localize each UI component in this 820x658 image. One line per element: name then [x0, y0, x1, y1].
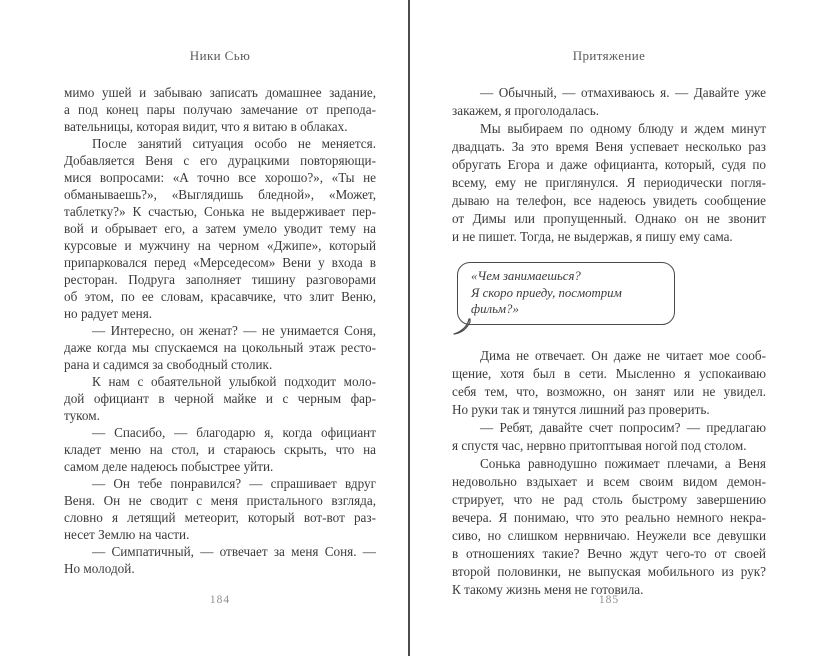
text-line: рана и садимся за свободный столик. — [64, 357, 273, 372]
paragraph — [452, 347, 766, 419]
text-line: Веня. Он не сводит с меня пристального взгляда, — [64, 493, 376, 508]
text-line: я спустя час, нервно притоптывая ногой под столом. — [452, 437, 747, 453]
paragraph — [64, 543, 376, 577]
text-line: а под конец пары получаю замечание от препода- — [64, 102, 376, 117]
running-head-author: Ники Сью — [189, 48, 251, 63]
right-page-number: 185 — [598, 594, 620, 606]
text-line: — Ребят, давайте счет попросим? — предлагаю — [480, 419, 766, 435]
text-line: самом деле надеюсь побыстрее уйти. — [64, 459, 274, 474]
text-line: таблетку?» К счастью, Сонька не выдерживает пер- — [64, 204, 376, 219]
message-line: «Чем занимаешься? — [471, 269, 581, 283]
left-page-text — [64, 84, 376, 577]
text-line: курсовые и мужчину на черном «Джипе», который — [64, 238, 376, 253]
running-head-title: Притяжение — [572, 48, 646, 63]
text-line: После занятий ситуация особо не меняется. — [92, 136, 376, 151]
text-line: и не пишет. Тогда, не выдержав, я пишу ему сама. — [452, 229, 733, 244]
text-line: закажем, я проголодалась. — [452, 103, 600, 118]
paragraph — [64, 322, 376, 373]
text-line: обругать Егора и даже официанта, который, судя по — [452, 157, 766, 172]
text-line: вой и обрывает его, а затем умело уводит тему на — [64, 221, 376, 236]
text-line: вечера. Я понимаю, что это реально немного некра- — [452, 509, 766, 525]
paragraph — [452, 419, 766, 455]
paragraph — [64, 135, 376, 322]
text-line: себя тем, что, возможно, он занят или не увидел. — [452, 383, 766, 399]
text-line: Сонька равнодушно пожимает плечами, а Веня — [480, 455, 766, 471]
text-line: — Обычный, — отмахиваюсь я. — Давайте уже — [480, 85, 766, 100]
text-line: Мы выбираем по одному блюду и ждем минут — [480, 121, 766, 136]
text-line: щение, хотя был в сети. Мысленно я успокаиваю — [452, 365, 766, 381]
text-line: ресторан. Подруга заполняет тишину разговорами — [64, 272, 376, 287]
text-line: но радует меня. — [64, 306, 153, 321]
paragraph — [64, 424, 376, 475]
text-line: от Димы или пропущенный. Однако он не звонит — [452, 211, 766, 226]
paragraph — [64, 373, 376, 424]
text-line: припарковался перед «Мерседесом» Вени у входа в — [64, 255, 376, 270]
right-page-text — [452, 84, 766, 599]
text-line: К такому жизнь меня не готовила. — [452, 581, 644, 597]
text-line: Но руки так и тянутся лишний раз проверить. — [452, 401, 710, 417]
text-line: мимо ушей и забываю записать домашнее задание, — [64, 85, 376, 100]
text-line: второй половинки, не выпуская мобильного из рук? — [452, 563, 766, 579]
paragraph — [452, 120, 766, 246]
text-line: К нам с обаятельной улыбкой подходит моло- — [92, 374, 376, 389]
page-divider — [408, 0, 410, 656]
message-bubble-body — [457, 262, 675, 325]
text-line: Но молодой. — [64, 561, 135, 576]
message-line: Я скоро приеду, посмотрим фильм?» — [471, 285, 622, 316]
text-line: дываю на телефон, все надеюсь увидеть сообщение — [452, 193, 766, 208]
text-line: двадцать. За это время Веня успевает несколько раз — [452, 139, 766, 154]
paragraph — [64, 84, 376, 135]
left-page — [64, 0, 376, 658]
text-line: мися вопросами: «А точно все хорошо?», «Ты не — [64, 170, 376, 185]
right-page — [452, 0, 766, 658]
left-page-number: 184 — [209, 594, 231, 606]
text-line: в отношениях такие? Вечно ждут чего-то от своей — [452, 545, 766, 561]
text-line: даже когда мы спускаемся на цокольный этаж ресто- — [64, 340, 376, 355]
text-line: Добавляется Веня с его дурацкими повторяющи- — [64, 153, 376, 168]
bubble-tail-icon — [453, 319, 477, 335]
text-line: кладет меню на стол, и стараюсь скрыть, что на — [64, 442, 376, 457]
text-line: несет Землю на части. — [64, 527, 190, 542]
text-line: сиво, но слишком нервничаю. Неужели все девушки — [452, 527, 766, 543]
text-line: обманываешь?», «Выглядишь бледной», «Может, — [64, 187, 376, 202]
text-line: об этом, по ее словам, красавчике, что злит Веню, — [64, 289, 376, 304]
text-line: — Он тебе понравился? — спрашивает вдруг — [92, 476, 376, 491]
text-line: туком. — [64, 408, 100, 423]
text-line: вательницы, которая видит, что я витаю в облаках. — [64, 119, 348, 134]
text-line: стрирует, что не рад столь быстрому завершению — [452, 491, 766, 507]
paragraph — [64, 475, 376, 543]
text-line: — Спасибо, — благодарю я, когда официант — [92, 425, 376, 440]
text-line: — Симпатичный, — отвечает за меня Соня. — — [92, 544, 376, 559]
text-line: Дима не отвечает. Он даже не читает мое сооб- — [480, 347, 766, 363]
text-line: недовольно вздыхает и всем своим видом демон- — [452, 473, 766, 489]
text-line: словно я летящий метеорит, который вот-вот раз- — [64, 510, 376, 525]
text-line: — Интересно, он женат? — не унимается Соня, — [92, 323, 376, 338]
text-line: дой официант в черной майке и с черным фар- — [64, 391, 376, 406]
text-line: всему, ему не приглянулся. Я периодически погля- — [452, 175, 766, 190]
message-bubble — [457, 262, 675, 325]
paragraph — [452, 84, 766, 120]
paragraph — [452, 455, 766, 599]
